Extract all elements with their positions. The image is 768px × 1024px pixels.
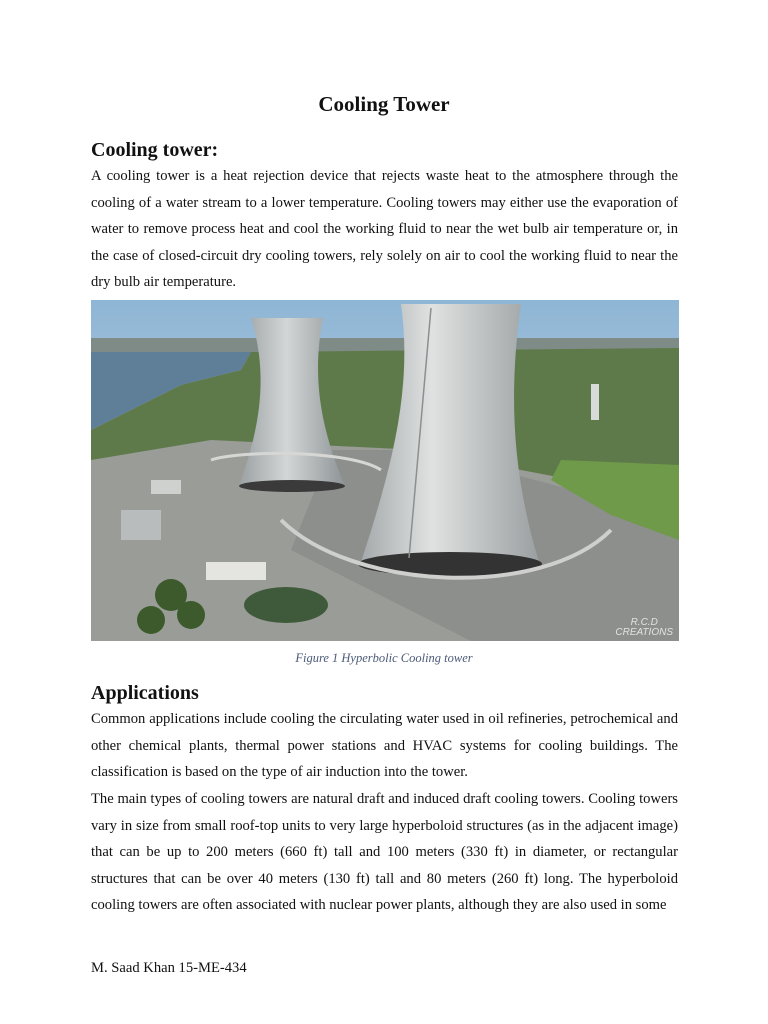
cooling-tower-photo xyxy=(91,300,679,641)
watermark-line-1: R.C.D xyxy=(630,617,658,628)
section-heading-applications: Applications xyxy=(91,682,199,704)
page-footer: M. Saad Khan 15-ME-434 xyxy=(91,960,247,976)
document-title: Cooling Tower xyxy=(318,92,450,116)
watermark-line-2: CREATIONS xyxy=(615,627,673,638)
paragraph-applications: Common applications include cooling the circulating water used in oil refineries, petrochemical and other chemical plants, thermal power stations and HVAC systems for cooling buildings. The classification is based on the type of air induction into the tower. xyxy=(91,711,678,781)
paragraph-types: The main types of cooling towers are natural draft and induced draft cooling towers. Cooling towers vary in size from small roof-top units to very large hyperboloid structures (as in the adjacent image) that can be up to 200 meters (660 ft) tall and 100 meters (330 ft) in diameter, or rectangular structures that can be over 40 meters (130 ft) tall and 80 meters (260 ft) long. The hyperboloid cooling towers are often associated with nuclear power plants, although they are also used in some xyxy=(91,791,678,914)
paragraph-definition: A cooling tower is a heat rejection device that rejects waste heat to the atmosphere through the cooling of a water stream to a lower temperature. Cooling towers may either use the evaporation of water to remove process heat and cool the working fluid to near the wet bulb air temperature or, in the case of closed-circuit dry cooling towers, rely solely on air to cool the working fluid to near the dry bulb air temperature. xyxy=(91,168,678,291)
figure-caption: Figure 1 Hyperbolic Cooling tower xyxy=(295,651,473,665)
section-heading-cooling-tower: Cooling tower: xyxy=(91,139,219,161)
photo-watermark xyxy=(615,618,673,638)
